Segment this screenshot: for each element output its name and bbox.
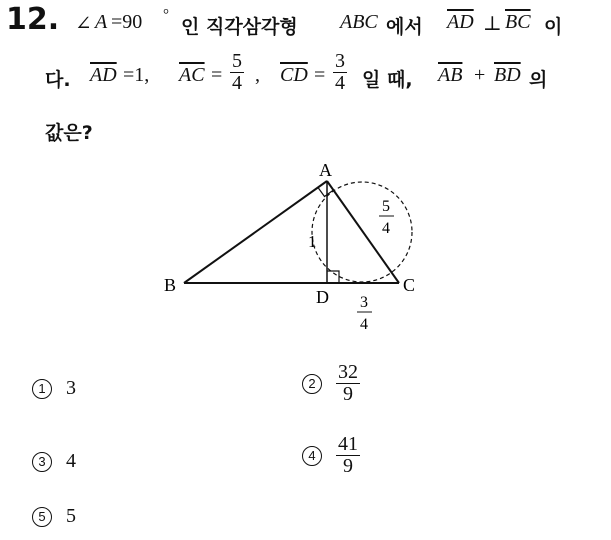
choice-4-marker: 4 bbox=[302, 446, 322, 466]
choice-2-marker: 2 bbox=[302, 374, 322, 394]
right-angle-mark-d bbox=[327, 271, 339, 283]
angle-symbol: ∠ bbox=[75, 13, 92, 35]
angle-vertex-a: A bbox=[95, 11, 108, 33]
choice-3-marker: 3 bbox=[32, 452, 52, 472]
triangle-abc: ABC bbox=[340, 11, 378, 33]
choice-5-value: 5 bbox=[66, 505, 76, 527]
choice-1-value: 3 bbox=[66, 377, 76, 399]
ac-fraction: $\frac{5}{4}$ bbox=[232, 50, 242, 94]
choice-2[interactable] bbox=[302, 362, 360, 405]
choice-5-marker: 5 bbox=[32, 507, 52, 527]
right-triangle-text: 인 직각삼각형 bbox=[181, 16, 298, 38]
choice-3-value: 4 bbox=[66, 450, 76, 472]
ac-equals: = bbox=[211, 64, 223, 86]
choice-3[interactable] bbox=[32, 450, 76, 473]
cd-equals: = bbox=[314, 64, 326, 86]
label-d: D bbox=[316, 287, 329, 307]
label-ac-num: 5 bbox=[382, 198, 390, 215]
label-ad-length: 1 bbox=[308, 232, 317, 251]
plus-sign: + bbox=[474, 64, 486, 86]
side-ab bbox=[184, 181, 327, 283]
segment-ad-2: $\overline{AD}$ bbox=[90, 64, 117, 86]
cd-fraction: $\frac{3}{4}$ bbox=[335, 50, 345, 94]
particle-ui: 의 bbox=[529, 69, 548, 91]
question-line-3: 값은? bbox=[45, 122, 93, 144]
comma: , bbox=[255, 64, 260, 86]
in-text: 에서 bbox=[386, 16, 423, 38]
choice-4[interactable] bbox=[302, 434, 360, 477]
degree-symbol: ° bbox=[163, 7, 169, 23]
segment-cd: $\overline{CD}$ bbox=[280, 64, 308, 86]
label-c: C bbox=[403, 275, 416, 295]
choice-1-marker: 1 bbox=[32, 379, 52, 399]
segment-bd: $\overline{BD}$ bbox=[494, 64, 521, 86]
label-cd-den: 4 bbox=[360, 316, 368, 333]
segment-ad: $\overline{AD}$ bbox=[447, 11, 474, 33]
choice-2-fraction: $\frac{32}{9}$ bbox=[338, 361, 358, 405]
segment-ac: $\overline{AC}$ bbox=[179, 64, 205, 86]
segment-ab: $\overline{AB}$ bbox=[438, 64, 463, 86]
label-b: B bbox=[164, 275, 177, 295]
label-cd-num: 3 bbox=[360, 294, 368, 311]
label-a: A bbox=[319, 160, 332, 180]
sentence-end: 다. bbox=[45, 69, 71, 91]
segment-bc: $\overline{BC}$ bbox=[505, 11, 531, 33]
perp-symbol: ⊥ bbox=[483, 13, 502, 35]
particle-i: 이 bbox=[544, 16, 563, 38]
choice-5[interactable] bbox=[32, 505, 76, 528]
right-angle-mark-a bbox=[318, 188, 334, 197]
when-text: 일 때, bbox=[362, 69, 413, 91]
choice-4-fraction: $\frac{41}{9}$ bbox=[338, 433, 358, 477]
question-number: 12. bbox=[6, 2, 60, 37]
angle-value: =90 bbox=[111, 11, 143, 33]
ad-value: =1, bbox=[123, 64, 150, 86]
label-ac-den: 4 bbox=[382, 220, 390, 237]
choice-1[interactable] bbox=[32, 377, 76, 400]
